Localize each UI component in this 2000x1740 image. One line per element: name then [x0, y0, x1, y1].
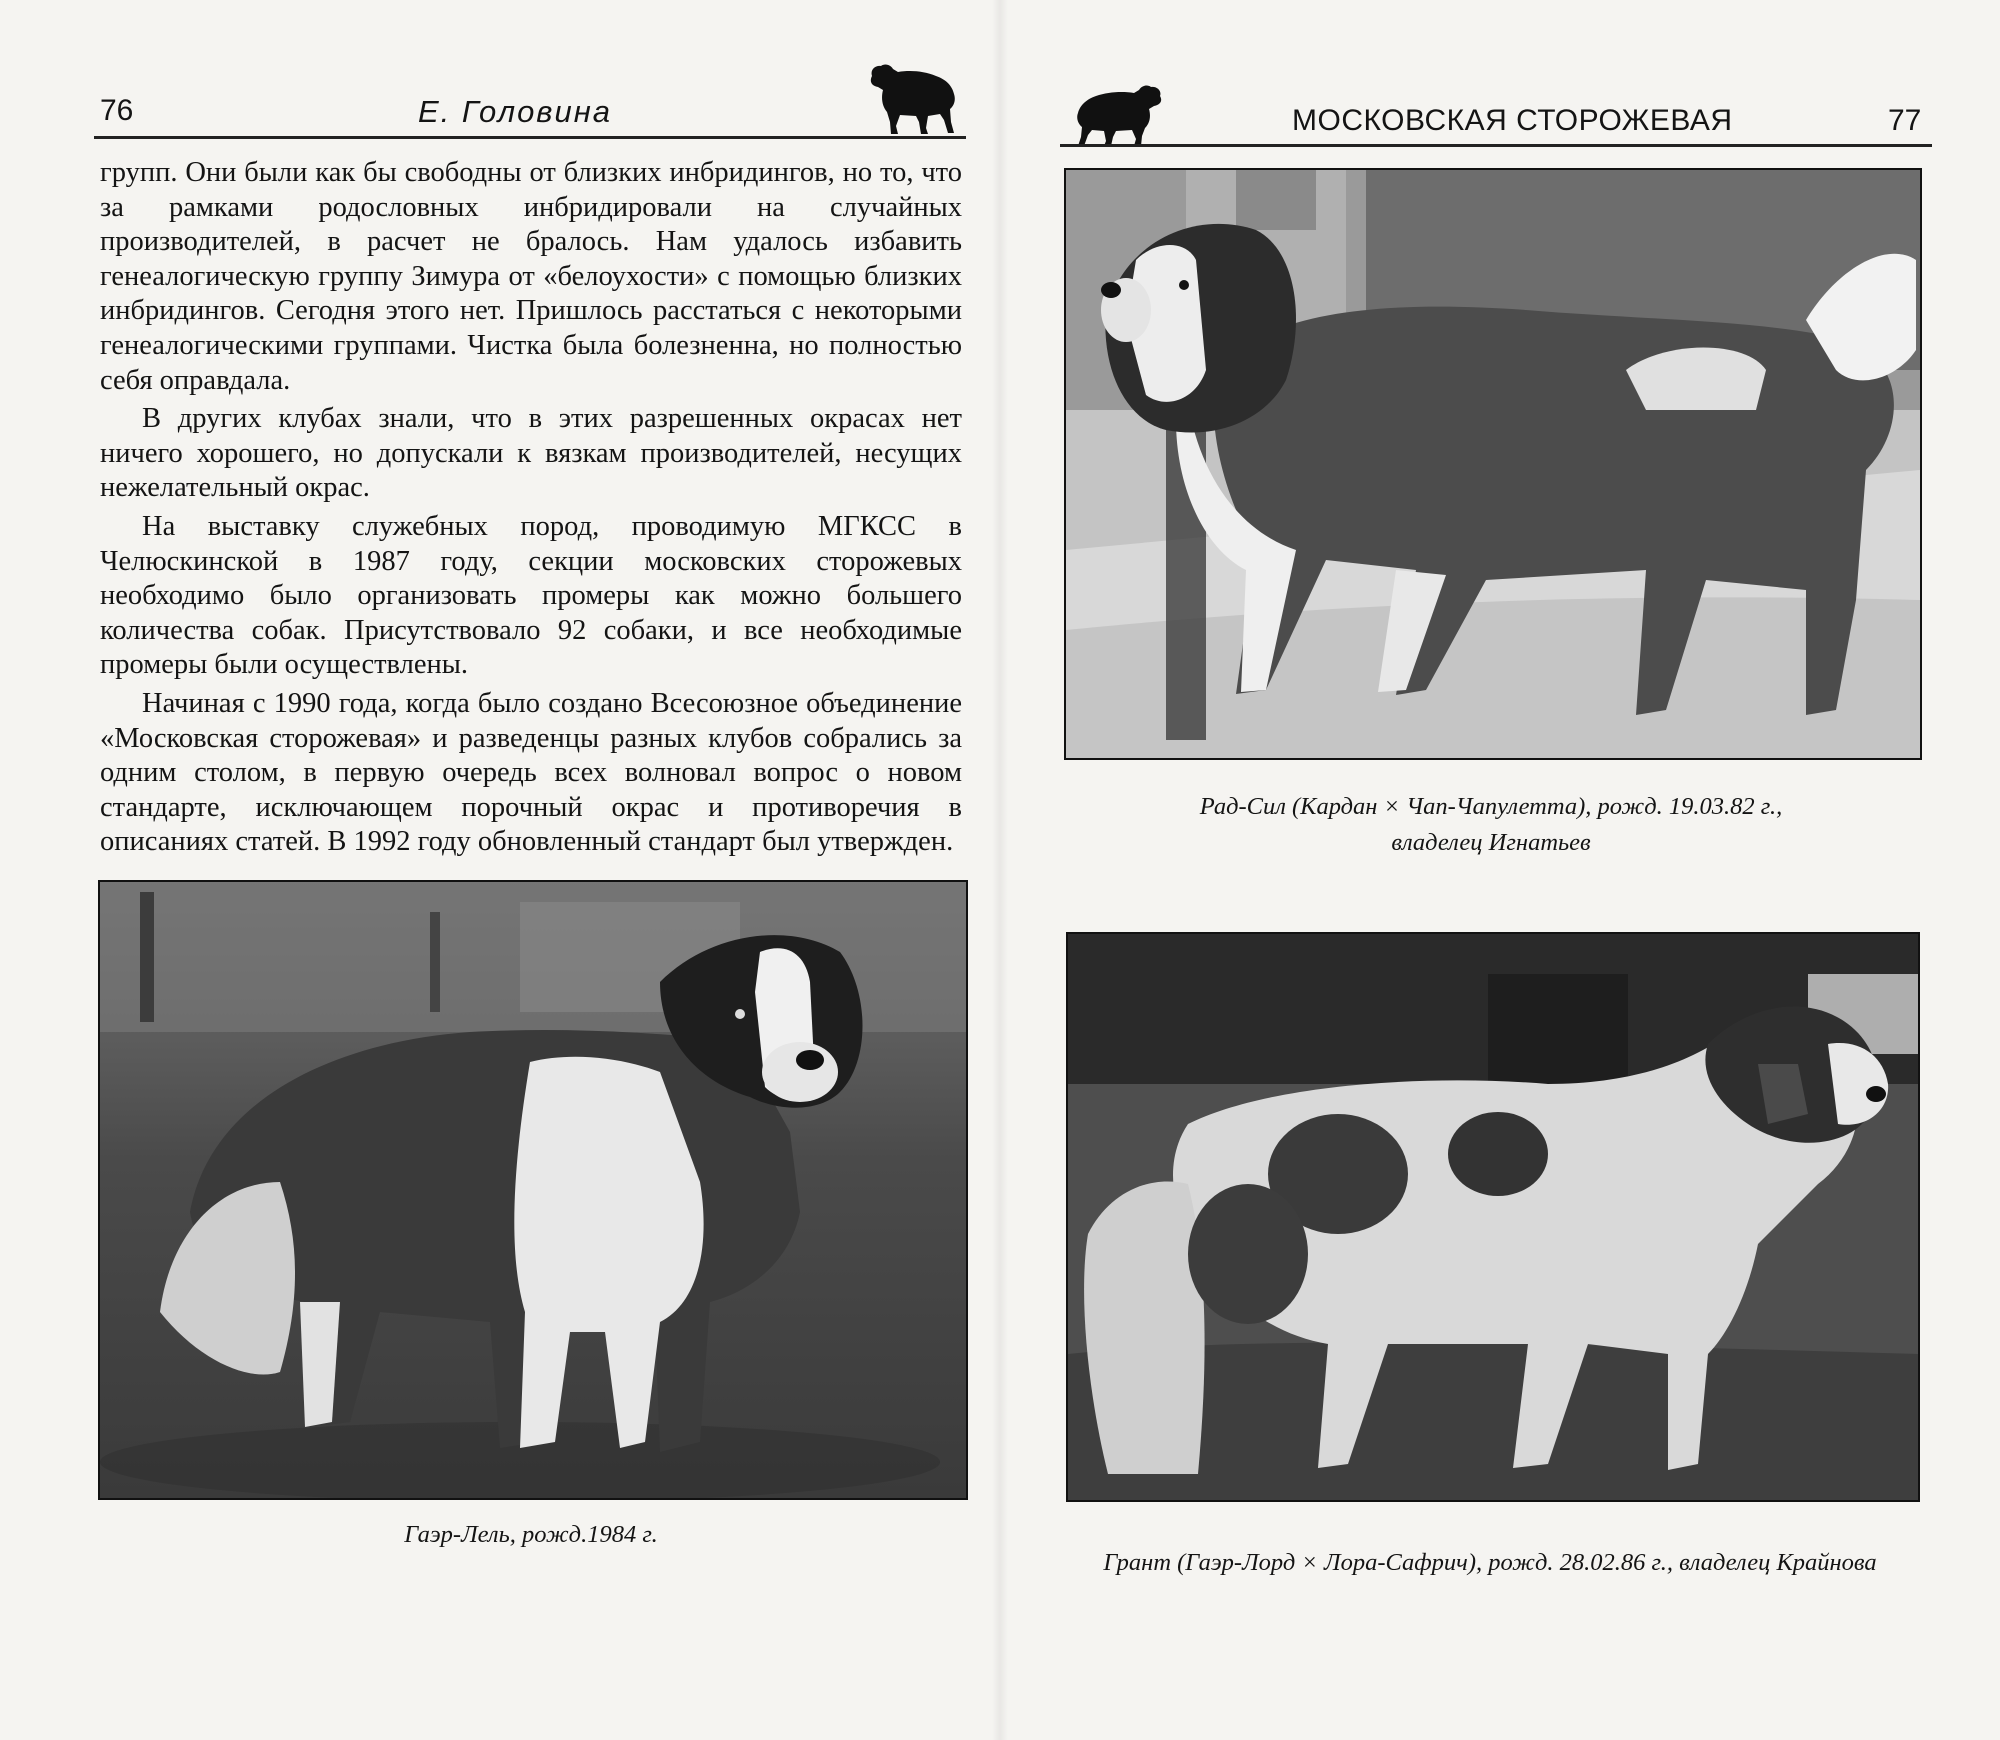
author-header: Е. Головина [418, 94, 613, 129]
page-number-left: 76 [100, 94, 134, 127]
page-number-right: 77 [1888, 104, 1922, 137]
dog-silhouette-icon [1074, 84, 1166, 148]
paragraph-1: групп. Они были как бы свободны от близких инбридингов, но то, что за рамками родословных инбридировали на случайных производителей, в расчет не бралось. Нам удалось избавить генеалогическую группу Зимура от «белоухости» с помощью близких инбридингов. Сегодня этого нет. Пришлось расстаться с некоторыми генеалогическими группами. Чистка была болезненна, но полностью себя оправдала. [100, 157, 962, 396]
dog-silhouette-icon [866, 62, 958, 136]
caption-rad-sil-line1: Рад-Сил (Кардан × Чап-Чапулетта), рожд. 19.03.82 г., [1199, 793, 1783, 820]
header-rule-right [1060, 144, 1932, 147]
body-text [100, 156, 962, 860]
caption-rad-sil-line2: владелец Игнатьев [1391, 829, 1591, 856]
paragraph-2: В других клубах знали, что в этих разрешенных окрасах нет ничего хорошего, но допускали к вязкам производителей, несущих нежелательный окрас. [100, 403, 962, 504]
book-title-header: МОСКОВСКАЯ СТОРОЖЕВАЯ [1292, 104, 1733, 137]
caption-gaer-lel: Гаэр-Лель, рожд.1984 г. [404, 1521, 658, 1548]
paragraph-4: Начиная с 1990 года, когда было создано Всесоюзное объединение «Московская сторожевая» и разведенцы разных клубов собрались за одним столом, в первую очередь всех волновал вопрос о новом стандарте, исключающем порочный окрас и противоречия в описаниях статей. В 1992 году обновленный стандарт был утвержден. [100, 687, 962, 858]
paragraph-3: На выставку служебных пород, проводимую МГКСС в Челюскинской в 1987 году, секции московских сторожевых необходимо было организовать промеры как можно большего количества собак. Присутствовало 92 собаки, и все необходимые промеры были осуществлены. [100, 510, 962, 681]
dog-photo-gaer-lel [98, 880, 968, 1500]
dog-photo-grant [1066, 932, 1920, 1502]
header-rule-left [94, 136, 966, 139]
caption-grant: Грант (Гаэр-Лорд × Лора-Сафрич), рожд. 28.02.86 г., владелец Крайнова [1103, 1549, 1877, 1576]
dog-photo-rad-sil [1064, 168, 1922, 760]
right-page [1000, 0, 2000, 1740]
